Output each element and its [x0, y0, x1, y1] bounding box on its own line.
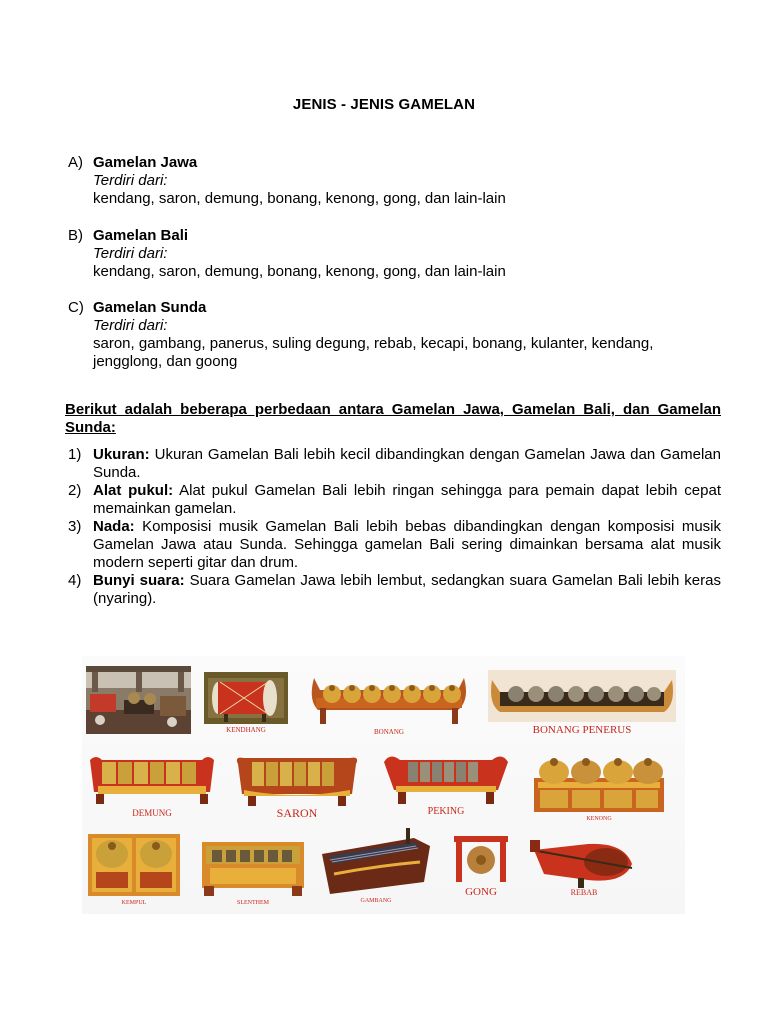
item-intro: Terdiri dari: — [93, 245, 168, 262]
list-text: Suara Gamelan Jawa lebih lembut, sedangkan suara Gamelan Bali lebih keras (nyaring). — [93, 572, 721, 607]
instrument-caption: SARON — [276, 806, 318, 820]
list-text: Komposisi musik Gamelan Bali lebih bebas dibandingkan dengan komposisi musik Gamelan Jawa atau Sunda. Sehingga gamelan Bali sering dimainkan bersama alat musik modern seperti gitar dan drum. — [93, 518, 721, 571]
instrument-caption: GAMBANG — [360, 898, 392, 904]
item-instruments-continued: jengglong, dan goong — [93, 353, 238, 370]
gambang-instrument — [320, 826, 432, 908]
item-name: Gamelan Sunda — [93, 299, 207, 316]
bonang-penerus-instrument — [488, 668, 676, 742]
gamelan-instruments-collage — [82, 656, 685, 914]
item-marker: B) — [68, 227, 83, 244]
item-name: Gamelan Jawa — [93, 154, 198, 171]
bonang-instrument — [308, 670, 470, 738]
instrument-caption: PEKING — [427, 806, 465, 817]
instrument-caption: GONG — [465, 886, 497, 898]
item-marker: A) — [68, 154, 83, 171]
saron-instrument — [234, 752, 360, 822]
list-term: Alat pukul: — [93, 482, 174, 499]
instrument-caption: KENONG — [586, 816, 612, 822]
list-item — [68, 482, 721, 518]
instrument-caption: REBAB — [570, 888, 598, 897]
kempul-instrument — [86, 832, 182, 914]
list-number: 4) — [68, 572, 82, 589]
instrument-caption: BONANG PENERUS — [532, 724, 632, 736]
item-intro: Terdiri dari: — [93, 317, 168, 334]
instrument-caption: DEMUNG — [132, 808, 172, 818]
item-instruments: kendang, saron, demung, bonang, kenong, gong, dan lain-lain — [93, 190, 506, 207]
item-instruments: saron, gambang, panerus, suling degung, rebab, kecapi, bonang, kulanter, kendang, — [93, 335, 654, 352]
instrument-caption: KEMPUL — [121, 900, 147, 906]
differences-list — [68, 446, 721, 608]
item-instruments: kendang, saron, demung, bonang, kenong, gong, dan lain-lain — [93, 263, 506, 280]
instrument-caption: KENDHANG — [226, 726, 266, 734]
ensemble-photo — [86, 666, 191, 734]
kendhang-instrument — [204, 672, 288, 738]
slenthem-instrument — [200, 832, 306, 914]
instrument-caption: SLENTHEM — [237, 900, 269, 906]
list-text: Ukuran Gamelan Bali lebih kecil dibandingkan dengan Gamelan Jawa dan Gamelan Sunda. — [93, 446, 721, 481]
list-number: 3) — [68, 518, 82, 535]
kenong-instrument — [528, 752, 670, 826]
gamelan-item-jawa — [68, 154, 728, 208]
list-item — [68, 572, 721, 608]
item-intro: Terdiri dari: — [93, 172, 168, 189]
gamelan-item-bali — [68, 227, 728, 281]
gong-instrument — [452, 834, 510, 900]
rebab-instrument — [528, 828, 640, 904]
item-marker: C) — [68, 299, 84, 316]
peking-instrument — [382, 752, 510, 822]
list-term: Bunyi suara: — [93, 572, 185, 589]
instrument-caption: BONANG — [374, 728, 404, 736]
demung-instrument — [88, 752, 216, 822]
list-number: 1) — [68, 446, 82, 463]
list-term: Ukuran: — [93, 446, 150, 463]
item-name: Gamelan Bali — [93, 227, 189, 244]
list-item — [68, 518, 721, 572]
differences-heading: Berikut adalah beberapa perbedaan antara Gamelan Jawa, Gamelan Bali, dan Gamelan Sunda: — [65, 401, 721, 436]
list-item — [68, 446, 721, 482]
list-number: 2) — [68, 482, 82, 499]
list-term: Nada: — [93, 518, 135, 535]
gamelan-item-sunda — [68, 299, 728, 371]
list-text: Alat pukul Gamelan Bali lebih ringan sehingga para pemain dapat lebih cepat memainkan gamelan. — [93, 482, 721, 517]
page-title: JENIS - JENIS GAMELAN — [292, 96, 476, 113]
